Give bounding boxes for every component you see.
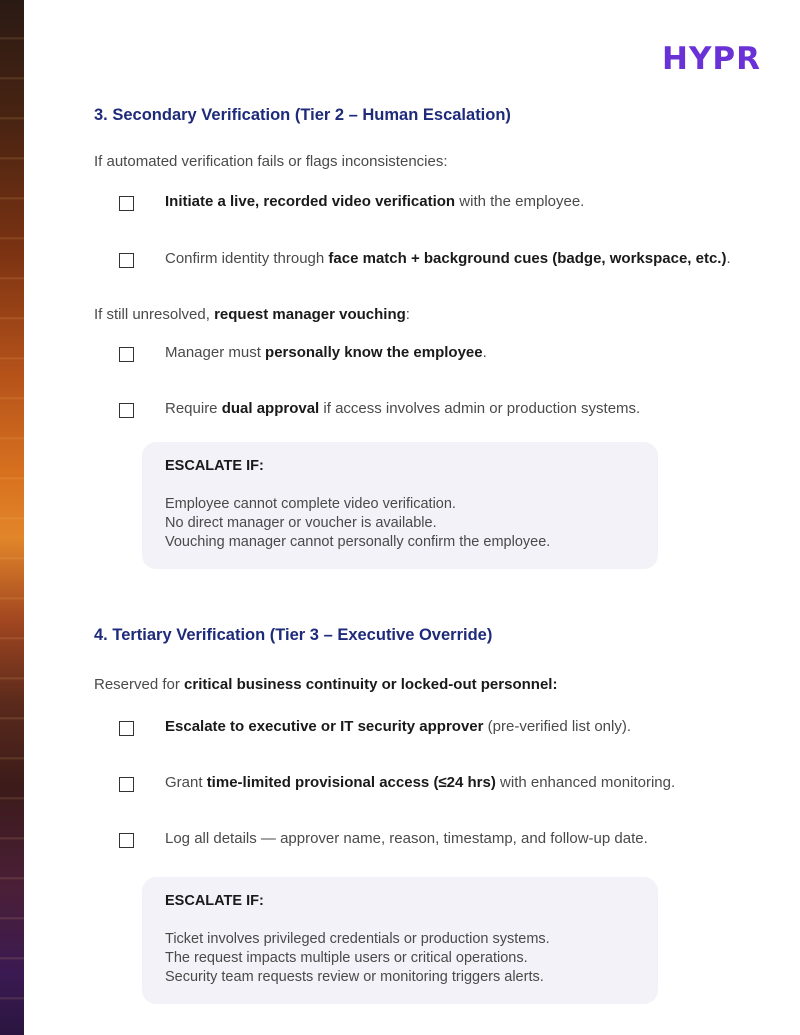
item-escalate-executive: Escalate to executive or IT security approver (pre-verified list only). — [165, 718, 632, 735]
escalate-conditions — [165, 930, 550, 987]
escalate-condition: Security team requests review or monitoring triggers alerts. — [165, 969, 544, 985]
escalate-title: ESCALATE IF: — [165, 893, 264, 909]
section-4-heading: 4. Tertiary Verification (Tier 3 – Executive Override) — [94, 626, 493, 644]
decorative-side-image — [0, 0, 24, 1035]
section-3-intro: If automated verification fails or flags inconsistencies: — [94, 153, 448, 170]
item-confirm-identity: Confirm identity through face match + background cues (badge, workspace, etc.). — [165, 250, 731, 267]
checkbox-video-verification[interactable] — [119, 196, 134, 211]
item-log-details: Log all details — approver name, reason, timestamp, and follow-up date. — [165, 830, 648, 847]
escalate-condition: Employee cannot complete video verification. — [165, 496, 456, 512]
escalate-condition: Vouching manager cannot personally confirm the employee. — [165, 534, 551, 550]
item-video-verification: Initiate a live, recorded video verification with the employee. — [165, 193, 585, 210]
escalate-condition: No direct manager or voucher is available. — [165, 515, 437, 531]
checkbox-provisional-access[interactable] — [119, 777, 134, 792]
hypr-logo: HYPR — [662, 41, 761, 77]
escalate-title: ESCALATE IF: — [165, 458, 264, 474]
checkbox-escalate-executive[interactable] — [119, 721, 134, 736]
escalate-callout-tier2 — [142, 442, 658, 569]
escalate-conditions — [165, 495, 550, 552]
checkbox-manager-know[interactable] — [119, 347, 134, 362]
escalate-condition: The request impacts multiple users or critical operations. — [165, 950, 528, 966]
escalate-callout-tier3 — [142, 877, 658, 1004]
item-dual-approval: Require dual approval if access involves admin or production systems. — [165, 400, 641, 417]
checkbox-log-details[interactable] — [119, 833, 134, 848]
checkbox-confirm-identity[interactable] — [119, 253, 134, 268]
checkbox-dual-approval[interactable] — [119, 403, 134, 418]
unresolved-instruction: If still unresolved, request manager vouching: — [94, 306, 410, 323]
escalate-condition: Ticket involves privileged credentials or production systems. — [165, 931, 550, 947]
section-4-intro: Reserved for critical business continuity or locked-out personnel: — [94, 676, 558, 693]
section-3-heading: 3. Secondary Verification (Tier 2 – Human Escalation) — [94, 106, 511, 124]
item-manager-know: Manager must personally know the employee. — [165, 344, 487, 361]
item-provisional-access: Grant time-limited provisional access (≤24 hrs) with enhanced monitoring. — [165, 774, 676, 791]
